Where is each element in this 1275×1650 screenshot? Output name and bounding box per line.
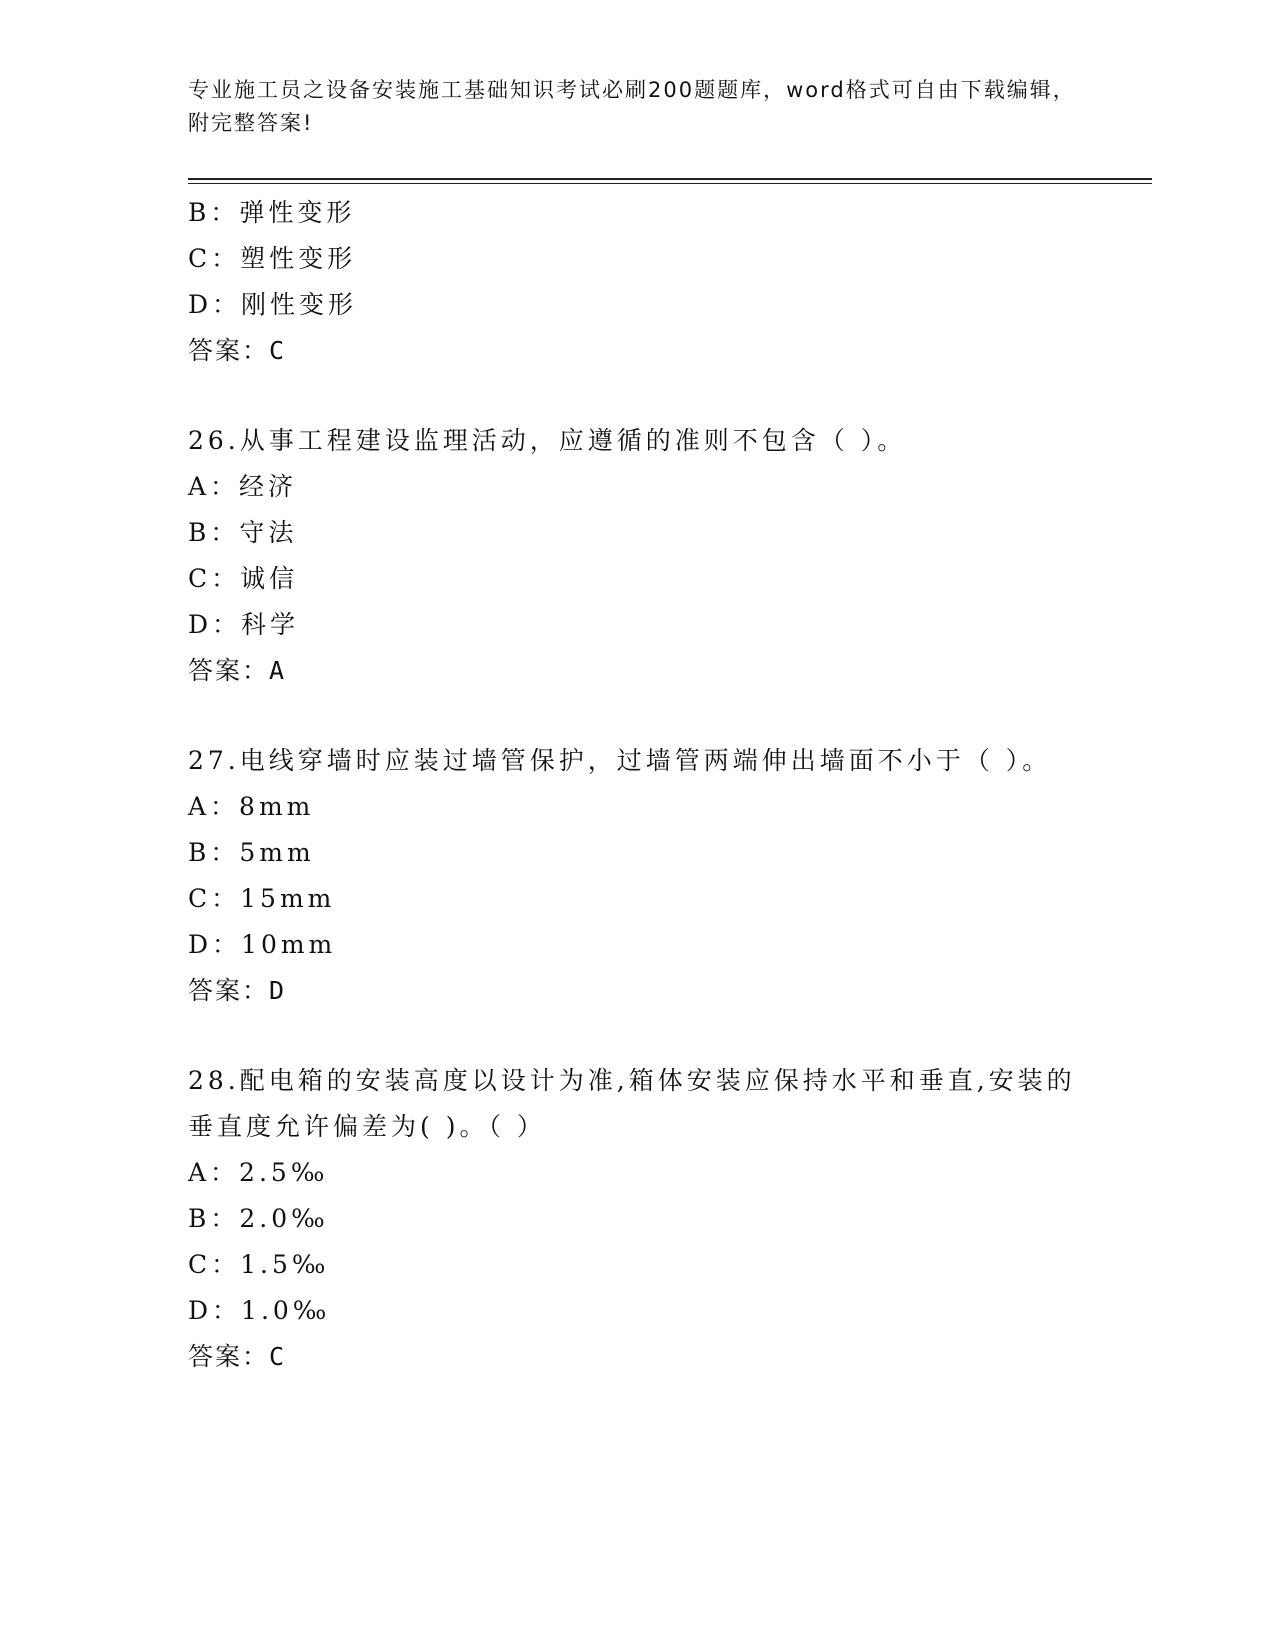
document-title: 专业施工员之设备安装施工基础知识考试必刷200题题库，word格式可自由下载编辑，附完整答案! [188, 78, 1076, 135]
option-d: D：10mm [188, 930, 337, 959]
question-block-28 [188, 1058, 1128, 1380]
question-text-line-1: 28.配电箱的安装高度以设计为准,箱体安装应保持水平和垂直,安装的 [188, 1066, 1076, 1095]
option-a: A：2.5‰ [188, 1158, 329, 1187]
option-b: B：弹性变形 [188, 198, 356, 227]
option-c: C：诚信 [188, 564, 299, 593]
answer-row [188, 648, 1128, 694]
option-d: D：刚性变形 [188, 290, 358, 319]
option-a: A：8mm [188, 792, 315, 821]
option-c: C：15mm [188, 884, 336, 913]
answer-value: D [269, 976, 285, 1005]
option-a: A：经济 [188, 472, 298, 501]
answer-label: 答案： [188, 656, 270, 685]
question-block-26 [188, 418, 1128, 694]
answer-value: C [269, 336, 285, 365]
answer-label: 答案： [188, 1342, 270, 1371]
option-b: B：5mm [188, 838, 315, 867]
option-c: C：1.5‰ [188, 1250, 330, 1279]
option-c: C：塑性变形 [188, 244, 357, 273]
option-d: D：科学 [188, 610, 300, 639]
answer-row [188, 968, 1128, 1014]
header-divider-thick [188, 178, 1152, 180]
question-list [188, 190, 1128, 1380]
question-block-27 [188, 738, 1128, 1014]
question-text-line-2: 垂直度允许偏差为( )。（ ） [188, 1112, 546, 1141]
answer-row [188, 328, 1128, 374]
question-text: 27.电线穿墙时应装过墙管保护，过墙管两端伸出墙面不小于（ ）。 [188, 746, 1052, 775]
answer-value: C [269, 1342, 285, 1371]
question-text: 26.从事工程建设监理活动，应遵循的准则不包含（ ）。 [188, 426, 907, 455]
header-divider-thin [188, 183, 1152, 184]
answer-value: A [269, 656, 285, 685]
answer-row [188, 1334, 1128, 1380]
option-b: B：守法 [188, 518, 298, 547]
question-block-25 [188, 190, 1128, 374]
answer-label: 答案： [188, 336, 270, 365]
option-d: D：1.0‰ [188, 1296, 331, 1325]
option-b: B：2.0‰ [188, 1204, 329, 1233]
answer-label: 答案： [188, 976, 270, 1005]
